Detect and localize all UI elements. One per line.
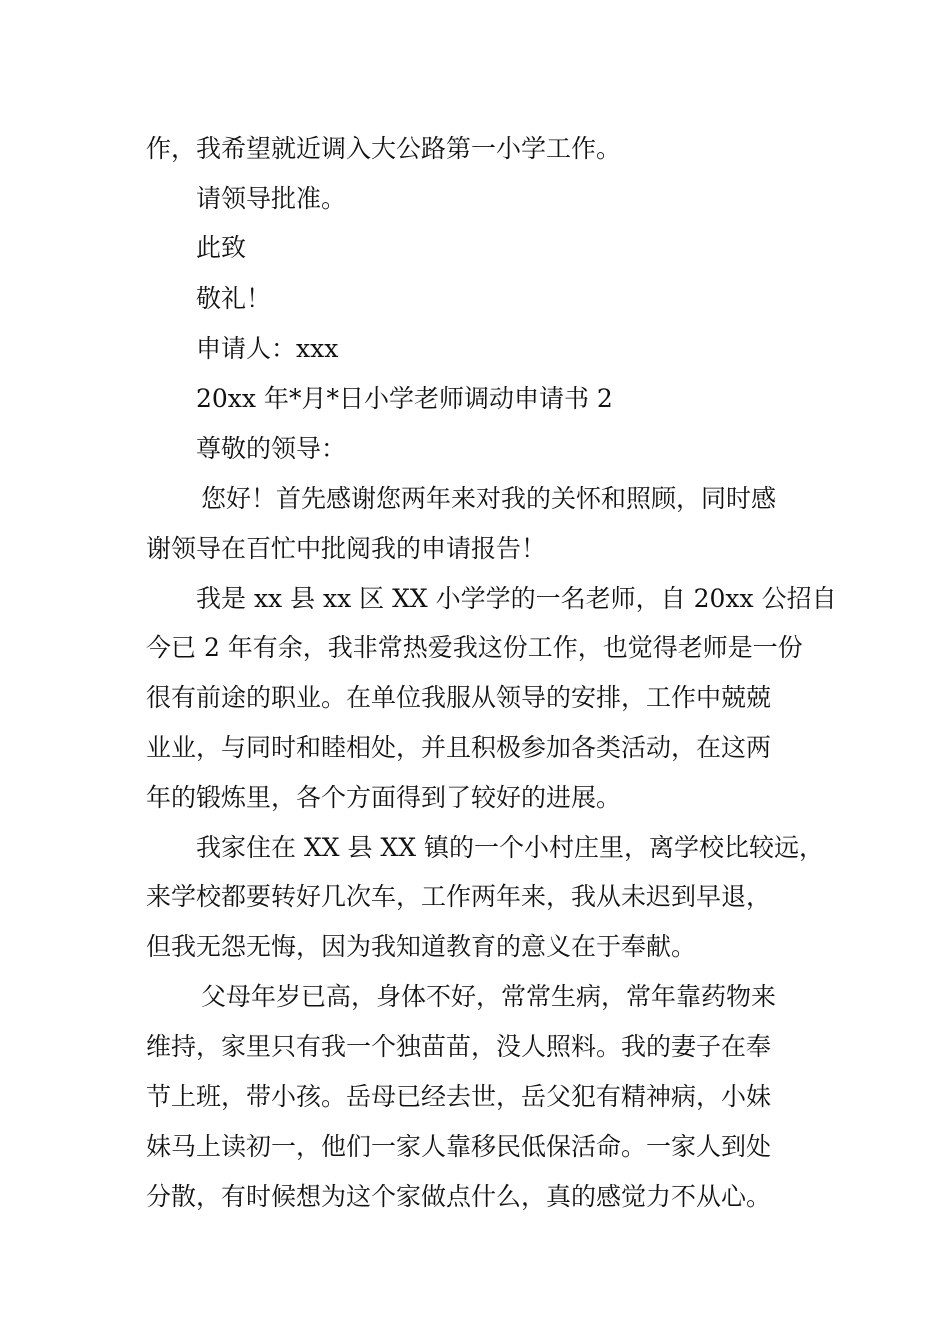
text-line: 今已 2 年有余，我非常热爱我这份工作，也觉得老师是一份: [146, 633, 803, 662]
text-line: 20xx 年*月*日小学老师调动申请书 2: [196, 384, 613, 413]
text-line: 妹马上读初一，他们一家人靠移民低保活命。一家人到处: [146, 1132, 772, 1161]
text-line: 节上班，带小孩。岳母已经去世，岳父犯有精神病，小妹: [146, 1082, 772, 1111]
text-line: 来学校都要转好几次车，工作两年来，我从未迟到早退，: [146, 882, 772, 911]
text-line: 年的锻炼里，各个方面得到了较好的进展。: [146, 783, 622, 812]
text-line: 我家住在 XX 县 XX 镇的一个小村庄里，离学校比较远，: [196, 833, 824, 862]
text-line: 作，我希望就近调入大公路第一小学工作。: [146, 134, 622, 163]
text-line: 维持，家里只有我一个独苗苗，没人照料。我的妻子在奉: [146, 1032, 772, 1061]
text-line: 此致: [196, 233, 247, 262]
text-line: 谢领导在百忙中批阅我的申请报告！: [146, 534, 547, 563]
text-line: 父母年岁已高，身体不好，常常生病，常年靠药物来: [201, 982, 777, 1011]
text-line: 您好！首先感谢您两年来对我的关怀和照顾，同时感: [201, 484, 777, 513]
text-line: 我是 xx 县 xx 区 XX 小学学的一名老师，自 20xx 公招自: [196, 584, 837, 613]
text-line: 请领导批准。: [196, 184, 347, 213]
text-line: 尊敬的领导：: [196, 434, 347, 463]
text-line: 但我无怨无悔，因为我知道教育的意义在于奉献。: [146, 932, 697, 961]
text-line: 分散，有时候想为这个家做点什么，真的感觉力不从心。: [146, 1182, 772, 1211]
text-line: 申请人：xxx: [196, 334, 339, 363]
text-line: 很有前途的职业。在单位我服从领导的安排，工作中兢兢: [146, 683, 772, 712]
text-line: 敬礼！: [196, 284, 272, 313]
text-line: 业业，与同时和睦相处，并且积极参加各类活动，在这两: [146, 733, 772, 762]
